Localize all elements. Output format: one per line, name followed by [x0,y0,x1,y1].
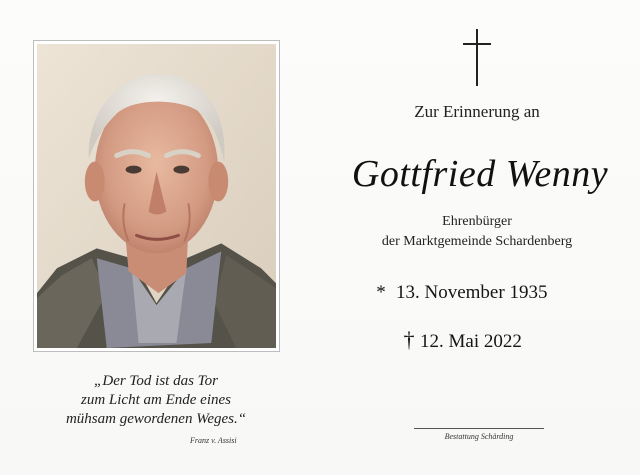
portrait-photo [37,44,276,348]
quote-author: Franz v. Assisi [190,436,237,445]
memorial-quote [40,372,272,429]
birth-star-icon: * [376,282,386,303]
honor-line: Ehrenbürger [442,214,512,229]
quote-line: zum Licht am Ende eines [81,392,231,408]
death-cross-icon: † [403,327,415,352]
divider-line [414,428,544,429]
death-date: 12. Mai 2022 [420,331,522,352]
funeral-home: Bestattung Schärding [444,432,514,441]
birth-date: 13. November 1935 [396,282,548,303]
honor-title [350,212,604,252]
portrait-frame [33,40,280,352]
latin-cross-icon [463,29,491,86]
honor-line: der Marktgemeinde Schardenberg [381,234,573,249]
quote-line: „Der Tod ist das Tor [94,373,218,389]
birth-date-row [370,282,547,304]
intro-text: Zur Erinnerung an [414,102,540,121]
death-date-row [402,327,522,353]
deceased-name: Gottfried Wenny [351,153,609,195]
quote-line: mühsam gewordenen Weges.“ [65,411,247,427]
